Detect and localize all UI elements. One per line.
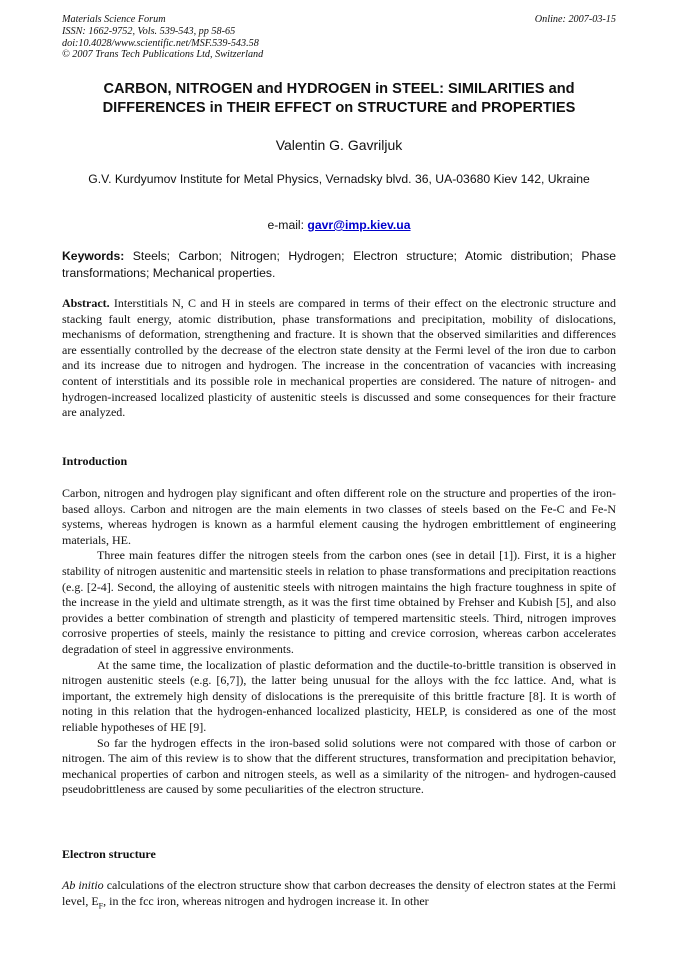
abstract: [62, 296, 616, 421]
email-line: [62, 218, 616, 232]
affiliation: G.V. Kurdyumov Institute for Metal Physics, Vernadsky blvd. 36, UA-03680 Kiev 142, Ukraine: [88, 172, 590, 186]
copyright-line: © 2007 Trans Tech Publications Ltd, Switzerland: [62, 49, 264, 61]
author-name: Valentin G. Gavriljuk: [275, 137, 403, 153]
email-link[interactable]: gavr@imp.kiev.ua: [307, 218, 411, 232]
title-line-2: DIFFERENCES in THEIR EFFECT on STRUCTURE and PROPERTIES: [102, 100, 576, 116]
introduction-heading: Introduction: [62, 454, 128, 468]
intro-paragraph-2: Three main features differ the nitrogen steels from the carbon ones (see in detail [1]). First, it is a higher stability of nitrogen austenitic and martensitic steels in relation to phase transformations and precipitation reactions (e.g. [2-4]. Second, the alloying of austenitic steels with nitrogen maintains the high fracture toughness in spite of the increase in the yield and ultimate strength, as it was the first time obtained by Frehser and Kubish [5], and also provides a better combination of strength and plasticity of tempered martensitic steels. Third, nitrogen improves corrosive properties of steels, mainly the resistance to pitting and crevice corrosion, whereas carbon accelerates degradation of steel in aggressive environments.: [62, 548, 616, 656]
paper-title: [62, 80, 616, 118]
electron-structure-heading: Electron structure: [62, 847, 156, 861]
issn-line: ISSN: 1662-9752, Vols. 539-543, pp 58-65: [62, 25, 236, 37]
keywords: [62, 248, 616, 281]
journal-name: Materials Science Forum: [62, 14, 166, 25]
intro-paragraph-1: Carbon, nitrogen and hydrogen play significant and often different role on the structure and properties of the iron-based alloys. Carbon and nitrogen are the main elements in two classes of steels based on the Fe-C and Fe-N systems, whereas hydrogen is known as a harmful element causing the hydrogen embrittlement of engineering materials, HE.: [62, 486, 616, 547]
fermi-subscript: F: [98, 900, 104, 910]
keywords-label: Keywords:: [62, 249, 125, 263]
abstract-text: Interstitials N, C and H in steels are compared in terms of their effect on the electronic structure and stacking fault energy, atomic distribution, phase transformations and precipitation, mobility of dislocations, mechanisms of deformation, strengthening and fracture. It is shown that the observed similarities and differences are essentially controlled by the decrease of the electron state density at the Fermi level of the iron due to carbon and its increase due to nitrogen and hydrogen. The increase in the concentration of vacancies with increasing content of interstitials and its possible role in mechanical properties are considered. The nature of nitrogen- and hydrogen-increased localized plasticity of austenitic steels is discussed and some consequences for their fracture are analyzed.: [62, 296, 616, 420]
intro-paragraph-3: At the same time, the localization of plastic deformation and the ductile-to-brittle transition is observed in nitrogen austenitic steels (e.g. [6,7]), the latter being unusual for the alloys with the fcc lattice. And, what is important, the extremely high density of dislocations is the prerequisite of this brittle fracture [8]. It is worth of noting in this relation that the hydrogen-enhanced localized plasticity, HELP, is considered as one of the most reliable hypotheses of HE [9].: [62, 657, 616, 734]
doi-line: doi:10.4028/www.scientific.net/MSF.539-543.58: [62, 37, 259, 49]
introduction-body: [62, 486, 616, 798]
electron-text-a: calculations of the electron structure show that carbon decreases the density of electron states at the Fermi level, E: [62, 878, 616, 908]
intro-paragraph-4: So far the hydrogen effects in the iron-based solid solutions were not compared with those of carbon or nitrogen. The aim of this review is to show that the different structures, transformation and precipitation behavior, mechanical properties of carbon and nitrogen steels, as well as a similarity of the nitrogen- and hydrogen-caused pseudobrittleness are caused by some peculiarities of the electron structure.: [62, 735, 616, 797]
journal-header: [62, 14, 263, 61]
abstract-label: Abstract.: [62, 296, 110, 310]
electron-text-b: , in the fcc iron, whereas nitrogen and hydrogen increase it. In other: [103, 893, 429, 908]
email-label: e-mail:: [267, 218, 308, 232]
ab-initio-text: Ab initio: [62, 878, 104, 892]
title-line-1: CARBON, NITROGEN and HYDROGEN in STEEL: SIMILARITIES and: [103, 81, 575, 97]
electron-structure-paragraph: [62, 878, 616, 909]
keywords-text: Steels; Carbon; Nitrogen; Hydrogen; Electron structure; Atomic distribution; Phase transformations; Mechanical properties.: [62, 249, 616, 280]
online-date: Online: 2007-03-15: [534, 14, 616, 25]
